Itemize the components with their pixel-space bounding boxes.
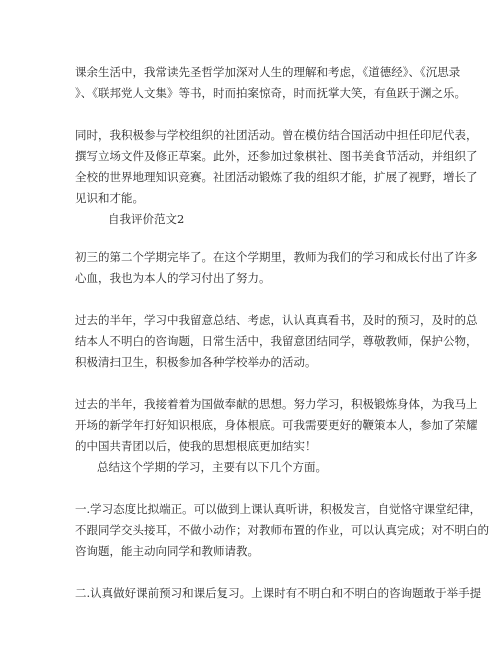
text-line: 结本人不明白的咨询题，日常生活中，我留意团结同学，尊敬教师，保护公物， xyxy=(75,334,478,348)
text-line: 的中国共青团以后，使我的思想根底更加结实！ xyxy=(75,439,317,453)
text-line: 二.认真做好课前预习和课后复习。上课时有不明白和不明白的咨询题敢于举手提 xyxy=(75,586,482,600)
text-line: 过去的半年，学习中我留意总结、考虑，认认真真看书，及时的预习，及时的总 xyxy=(75,313,478,327)
text-line: 全校的世界地理知识竞赛。社团活动锻炼了我的组织才能，扩展了视野，增长了 xyxy=(75,170,478,184)
paragraph-past-half-year-thought xyxy=(75,394,478,457)
paragraph-club-activities xyxy=(75,125,478,209)
paragraph-semester-end xyxy=(75,247,478,289)
text-line: 总结这个学期的学习，主要有以下几个方面。 xyxy=(97,460,327,474)
text-line: 》、《联邦党人文集》等书，时而拍案惊奇，时而抚掌大笑，有鱼跃于渊之乐。 xyxy=(75,86,466,100)
text-line: 积极清扫卫生，积极参加各种学校举办的活动。 xyxy=(75,355,317,369)
text-line: 开场的新学年打好知识根底，身体根底。可我需要更好的鞭策本人，参加了荣耀 xyxy=(75,418,478,432)
paragraph-point-one xyxy=(75,499,489,562)
text-line: 一.学习态度比拟端正。可以做到上课认真听讲，积极发言，自觉恪守课堂纪律， xyxy=(75,502,482,516)
paragraph-reading xyxy=(75,62,466,104)
text-line: 不跟同学交头接耳，不做小动作；对教师布置的作业，可以认真完成；对不明白的 xyxy=(75,523,489,537)
text-line: 同时，我积极参与学校组织的社团活动。曾在模仿结合国活动中担任印尼代表， xyxy=(75,128,478,142)
text-line: 见识和才能。 xyxy=(75,191,144,205)
paragraph-past-half-year-study xyxy=(75,310,478,373)
text-line: 咨询题，能主动向同学和教师请教。 xyxy=(75,544,259,558)
text-line: 课余生活中，我常读先圣哲学加深对人生的理解和考虑，《道德经》、《沉思录 xyxy=(75,65,461,79)
document-page xyxy=(75,62,489,604)
text-line: 过去的半年，我接着着为国做奉献的思想。努力学习，积极锻炼身体，为我马上 xyxy=(75,397,478,411)
text-line: 心血，我也为本人的学习付出了努力。 xyxy=(75,271,271,285)
text-line: 撰写立场文件及修正草案。此外，还参加过象棋社、图书美食节活动，并组织了 xyxy=(75,149,478,163)
section-heading: 自我评价范文2 xyxy=(108,212,185,226)
paragraph-summary-intro xyxy=(75,457,425,478)
text-line: 初三的第二个学期完毕了。在这个学期里，教师为我们的学习和成长付出了许多 xyxy=(75,250,478,264)
paragraph-point-two xyxy=(75,583,482,604)
